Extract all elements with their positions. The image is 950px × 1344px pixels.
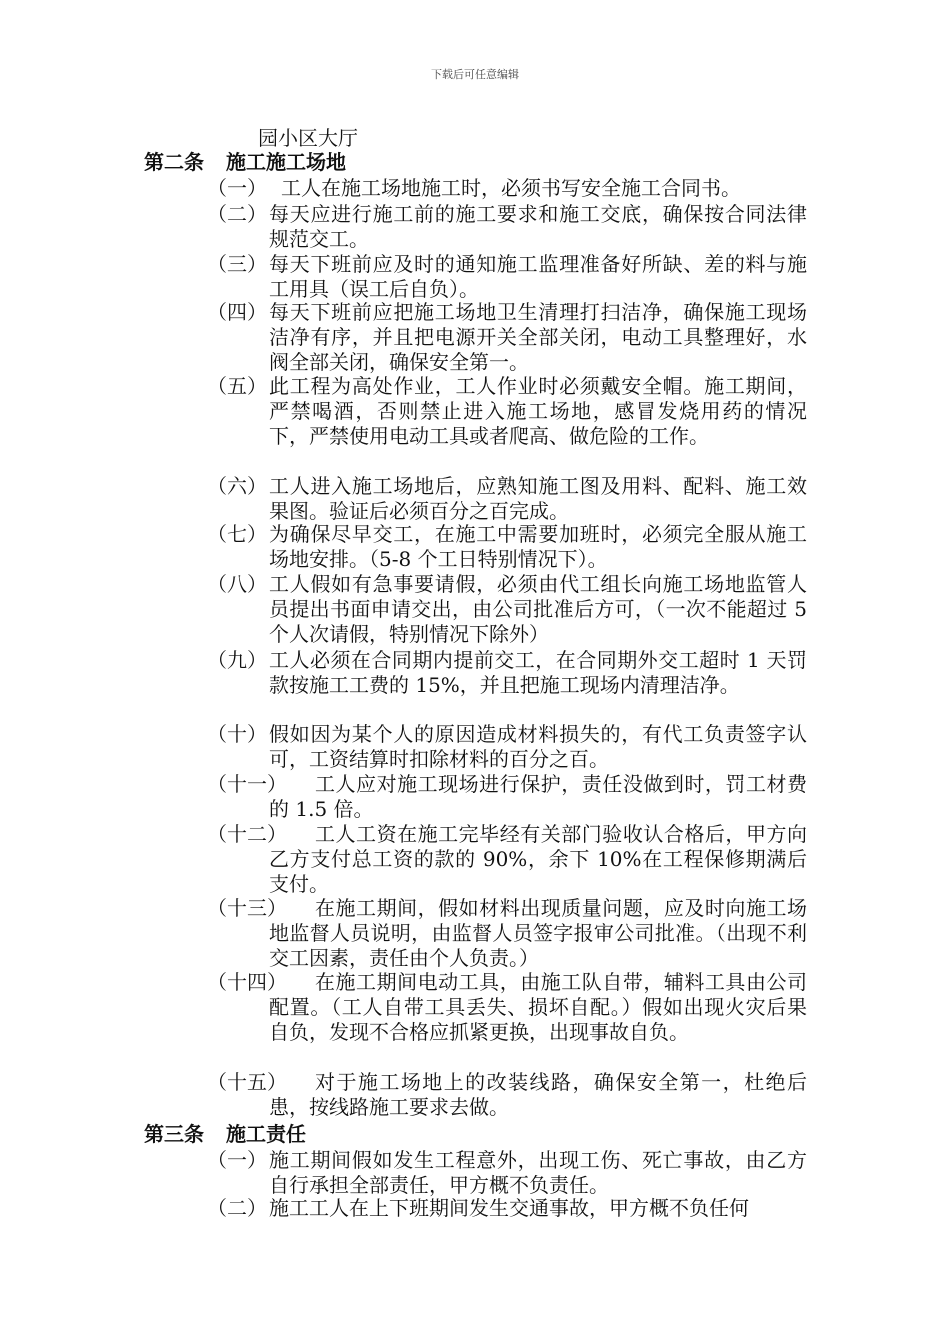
item-text: 工人必须在合同期内提前交工，在合同期外交工超时 1 天罚款按施工工费的 15%，并且把施工现场内清理洁净。 — [269, 648, 807, 697]
article-3-label: 第三条 — [144, 1122, 204, 1146]
item-number: （三） — [207, 252, 267, 276]
item-text: 每天应进行施工前的施工要求和施工交底，确保按合同法律规范交工。 — [269, 202, 807, 251]
item-number: （九） — [207, 648, 267, 672]
item-number: （十一） — [207, 772, 287, 796]
item-number: （十五） — [207, 1070, 287, 1094]
item-text: 为确保尽早交工，在施工中需要加班时，必须完全服从施工场地安排。（5-8 个工日特别情况下）。 — [269, 522, 807, 571]
item-text: 每天下班前应把施工场地卫生清理打扫洁净，确保施工现场洁净有序，并且把电源开关全部关闭，电动工具整理好，水阀全部关闭，确保安全第一。 — [269, 300, 807, 374]
item-number: （四） — [207, 300, 267, 324]
item-text: 工人假如有急事要请假，必须由代工组长向施工场地监管人员提出书面申请交出，由公司批准后方可，（一次不能超过 5 个人次请假，特别情况下除外） — [269, 572, 807, 646]
item-text: 工人在施工场地施工时，必须书写安全施工合同书。 — [281, 176, 741, 200]
item-number: （七） — [207, 522, 267, 546]
item-number: （十二） — [207, 822, 287, 846]
article-2-heading — [144, 150, 346, 174]
article-3-title: 施工责任 — [226, 1122, 306, 1146]
carryover-line: 园小区大厅 — [258, 126, 358, 150]
item-text: 工人工资在施工完毕经有关部门验收认合格后，甲方向乙方支付总工资的款的 90%，余下 10%在工程保修期满后支付。 — [269, 822, 807, 896]
item-number: （二） — [207, 1196, 267, 1220]
item-text: 每天下班前应及时的通知施工监理准备好所缺、差的料与施工用具（误工后自负）。 — [269, 252, 807, 301]
item-number: （八） — [207, 572, 267, 596]
item-text: 此工程为高处作业，工人作业时必须戴安全帽。施工期间，严禁喝酒，否则禁止进入施工场地，感冒发烧用药的情况下，严禁使用电动工具或者爬高、做危险的工作。 — [269, 374, 807, 448]
item-number: （十） — [207, 722, 267, 746]
item-number: （六） — [207, 474, 267, 498]
item-text: 施工期间假如发生工程意外，出现工伤、死亡事故，由乙方自行承担全部责任，甲方概不负责任。 — [269, 1148, 807, 1197]
article-2-label: 第二条 — [144, 150, 204, 174]
item-number: （一） — [207, 176, 267, 200]
article-3-heading — [144, 1122, 306, 1146]
item-text: 工人进入施工场地后，应熟知施工图及用料、配料、施工效果图。验证后必须百分之百完成。 — [269, 474, 807, 523]
item-text: 工人应对施工现场进行保护，责任没做到时，罚工材费的 1.5 倍。 — [269, 772, 807, 821]
item-number: （二） — [207, 202, 267, 226]
item-number: （一） — [207, 1148, 267, 1172]
article-2-title: 施工施工场地 — [226, 150, 346, 174]
page-header: 下载后可任意编辑 — [431, 68, 519, 81]
item-text: 施工工人在上下班期间发生交通事故，甲方概不负任何 — [269, 1196, 749, 1220]
item-number: （十四） — [207, 970, 287, 994]
item-number: （五） — [207, 374, 267, 398]
item-text: 在施工期间，假如材料出现质量问题，应及时向施工场地监督人员说明，由监督人员签字报审公司批准。（出现不利交工因素，责任由个人负责。） — [269, 896, 807, 970]
item-number: （十三） — [207, 896, 287, 920]
item-text: 假如因为某个人的原因造成材料损失的，有代工负责签字认可，工资结算时扣除材料的百分之百。 — [269, 722, 807, 771]
item-text: 对于施工场地上的改装线路，确保安全第一，杜绝后患，按线路施工要求去做。 — [269, 1070, 807, 1119]
item-text: 在施工期间电动工具，由施工队自带，辅料工具由公司配置。（工人自带工具丢失、损坏自配。）假如出现火灾后果自负，发现不合格应抓紧更换，出现事故自负。 — [269, 970, 807, 1044]
